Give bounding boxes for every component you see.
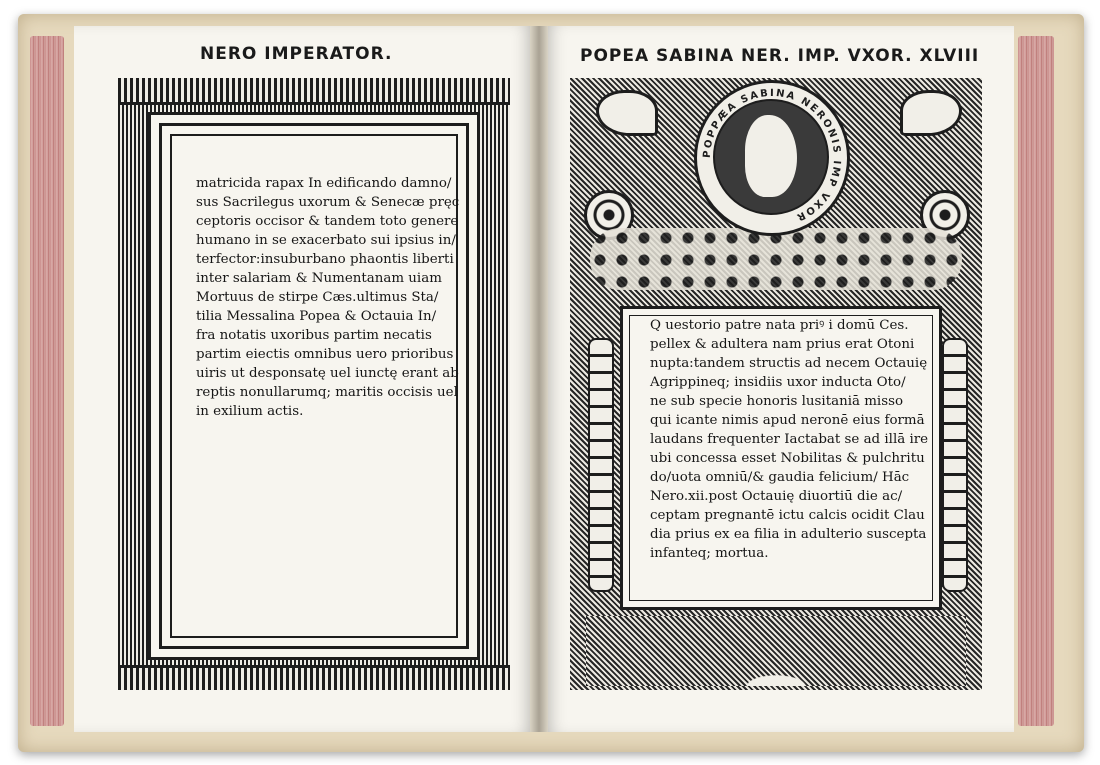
frame-capital	[118, 78, 510, 105]
right-page-text	[650, 316, 928, 563]
cornucopia-right	[900, 90, 962, 136]
text-line: uiris ut desponsatę uel iunctę erant ab	[196, 366, 459, 381]
text-line: fra notatis uxoribus partim necatis	[196, 328, 432, 343]
scrollwork-base	[586, 616, 966, 686]
text-line: Q uestorio patre nata priꝰ i domū Ces.	[650, 318, 909, 333]
text-line: inter salariam & Numentanam uiam	[196, 271, 442, 286]
text-line: terfector:insuburbano phaontis liberti	[196, 252, 454, 267]
text-line: matricida rapax In edificando damno/	[196, 176, 452, 191]
svg-text:POPPÆA SABINA NERONIS IMP VXOR	[702, 88, 842, 223]
text-line: Agrippineq; insidiis uxor inducta Oto/	[650, 375, 906, 390]
frame-base	[118, 665, 510, 690]
text-line: humano in se exacerbato sui ipsius in/	[196, 233, 456, 248]
text-line: infanteq; mortua.	[650, 546, 769, 561]
text-line: Mortuus de stirpe Cæs.ultimus Sta/	[196, 290, 439, 305]
laurel-garland	[590, 228, 962, 290]
side-ornament-right	[942, 338, 968, 592]
text-line: laudans frequenter Iactabat se ad illā ire	[650, 432, 929, 447]
right-page-heading: POPEA SABINA NER. IMP. VXOR. XLVIII	[580, 46, 980, 66]
text-line: Nero.xii.post Octauię diuortiū die ac/	[650, 489, 903, 504]
text-line: nupta:tandem structis ad necem Octauię	[650, 356, 928, 371]
text-line: tilia Messalina Popea & Octauia In/	[196, 309, 437, 324]
text-line: pellex & adultera nam prius erat Otoni	[650, 337, 915, 352]
text-line: dia prius ex ea filia in adulterio suscepta	[650, 527, 927, 542]
text-line: in exilium actis.	[196, 404, 304, 419]
left-page-heading: NERO IMPERATOR.	[200, 44, 393, 64]
text-line: ceptoris occisor & tandem toto genere	[196, 214, 459, 229]
left-page-text	[196, 174, 459, 421]
text-line: partim eiectis omnibus uero prioribus	[196, 347, 454, 362]
cornucopia-left	[596, 90, 658, 136]
text-line: qui icante nimis apud neronē eius formā	[650, 413, 925, 428]
page-edge-left	[30, 36, 64, 726]
text-line: sus Sacrilegus uxorum & Senecæ pręc	[196, 195, 460, 210]
text-line: ne sub specie honoris lusitaniā misso	[650, 394, 904, 409]
side-ornament-left	[588, 338, 614, 592]
book-gutter	[530, 26, 548, 732]
text-line: do/uota omniū/& gaudia felicium/ Hāc	[650, 470, 910, 485]
text-line: reptis nonullarumq; maritis occisis uel	[196, 385, 458, 400]
medallion-legend	[697, 83, 847, 233]
portrait-medallion	[694, 80, 850, 236]
page-edge-right	[1018, 36, 1054, 726]
medallion-legend-text: POPPÆA SABINA NERONIS IMP VXOR	[701, 87, 843, 224]
text-line: ceptam pregnantē ictu calcis ocidit Clau	[650, 508, 925, 523]
text-line: ubi concessa esset Nobilitas & pulchritu	[650, 451, 925, 466]
